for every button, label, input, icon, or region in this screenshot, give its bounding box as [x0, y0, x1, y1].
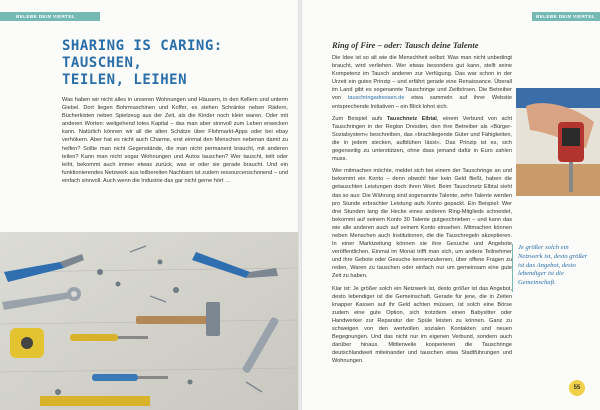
- page-headline: [62, 38, 292, 89]
- headline-line-2: TAUSCHEN,: [62, 55, 143, 71]
- pullquote: Je größer solch ein Netzwerk ist, desto größer ist das Angebot, desto lebendiger ist die Gemeinschaft.: [518, 244, 588, 287]
- intro-body-text: Was haben wir nicht alles in unseren Wohnungen und Häusern, in den Kellern und unterm Giebel. Dort liegen Bohrmaschinen und Koffer, es stehen Schränke neben Rädern, Bücherkisten neben Spielzeug aus der Zeit, als die Kinder noch klein waren. Oder mit anderen Worten: weitgehend totes Kapital – das man aber sinnvoll zum Leben erwecken kann. Natürlich können wir all die alten Schätze über Flohmarkt-Apps oder bei ebay verhökern. Aber hat es nicht auch Charme, erst einmal den Menschen nebenan damit zu helfen? Sollte man nicht Gegenstände, die man nicht permanent braucht, mit anderen teilen? Kann man nicht sogar Wohnungen und Autos tauschen? Wer tauscht, teilt oder leiht, bekommt auch immer etwas zurück, was er oder sie gerade braucht. Und ein funktionierendes Netzwerk aus teilbereiten Nachbarn ist zudem ressourcenschonend – und einfach sinnvoll. Auch wenn die Industrie das gar nicht gerne hört …: [62, 97, 288, 184]
- box-title: Ring of Fire – oder: Tausch deine Talente: [332, 40, 479, 50]
- paragraph: Wer mitmachen möchte, meldet sich bei einem der Tauschringe an und bekommt ein Konto – denn obwohl hier kein Geld fließt, haben die getauschten Leistungen doch ihren Wert. Beim Tauschnetz Elbtal sieht das so aus: Die Währung sind sogenannte Talente, zehn Talente werden pro Stunde erbrachter Leistung aufs Konto gepackt. Ein Beispiel: Wer drei Stunden lang die Hecke eines anderen Ring-Mitglieds schneidet, bekommt auf seinem Konto 30 Talente gutgeschrieben – und kann das wie alle anderen auch auf seinem Konto einsehen. Mitmachen können neben Menschen auch Institutionen, die die Tauschregeln akzeptieren. In einer Marktzeitung können sie ihre Gesuche und Angebote veröffentlichen. Einmal im Monat trifft man sich, um andere Teilnehmer und ihre Gebote oder Gesuche kennenzulernen, über offene Fragen zu reden, Waren zu tauschen oder einfach nur um gemeinsam eine gute Zeit zu haben.: [332, 168, 512, 280]
- section-tab: BELEBE DEIN VIERTEL: [0, 12, 100, 21]
- text-run: Zum Beispiel aufs: [332, 115, 387, 122]
- drill-photo: [516, 88, 600, 196]
- box-body-text: [332, 54, 512, 369]
- page-number-badge: 55: [569, 380, 585, 396]
- paragraph: [332, 54, 512, 111]
- text-run: , einem Verbund von acht Tauschringen in der Region Dresden, den ihre Betreiber als »Bürger-Sozialsystem« beschreiben, das »brachliegende Güter und Fähigkeiten, die in jedem stecken, aufblühen lässt«. Das Prinzip ist es, sich gegenseitig zu unterstützen, ohne dass jemand dafür in Euro zahlen muss.: [332, 115, 513, 163]
- text-run: Die Idee ist so alt wie die Menschheit selbst: Was man nicht unbedingt braucht, wird verliehen. Wer etwas besonders gut kann, stellt seine Kompetenz im Tausch anderen zur Verfügung. Das war schon in der Urzeit ein gutes Prinzip – und erfährt gerade eine Renaissance. Überall im Land gibt es sogenannte Tauschringe und Zeitbörsen. Die Betreiber von: [332, 55, 512, 102]
- pullquote-rule: [512, 244, 513, 292]
- text-run: etwa sammeln auf ihrer Website entsprechende Initiativen – ein Blick lohnt sich.: [332, 95, 512, 110]
- headline-line-1: SHARING IS CARING:: [62, 38, 223, 54]
- bold-term: Tauschnetz Elbtal: [386, 115, 437, 122]
- right-page: [302, 0, 600, 410]
- headline-line-3: TEILEN, LEIHEN: [62, 72, 188, 88]
- tools-photo: [0, 232, 298, 410]
- section-tab: BELEBE DEIN VIERTEL: [532, 12, 600, 21]
- paragraph: Klar ist: Je größer solch ein Netzwerk ist, desto größer ist das Angebot, desto lebendiger ist die Gemeinschaft. Gerade für jene, die in Zeiten knapper Kassen auf ihr Geld achten müssen, ist solch eine Börse zudem eine gute Option, sich trotzdem einen Babysitter oder Handwerker zur Reparatur der Spüle leisten zu können. Ganz zu schweigen von den wertvollen sozialen Kontakten und neuen Begegnungen. Und das nicht nur im eigenen Verbund, sondern auch darüber hinaus. Mittlerweile kooperieren die Tauschringe deutschlandweit miteinander und tauschen etwa Stadtführungen und Wohnungen.: [332, 285, 512, 365]
- left-page: [0, 0, 298, 410]
- website-link[interactable]: tauschringadressen.de: [347, 95, 405, 102]
- paragraph: [332, 115, 512, 164]
